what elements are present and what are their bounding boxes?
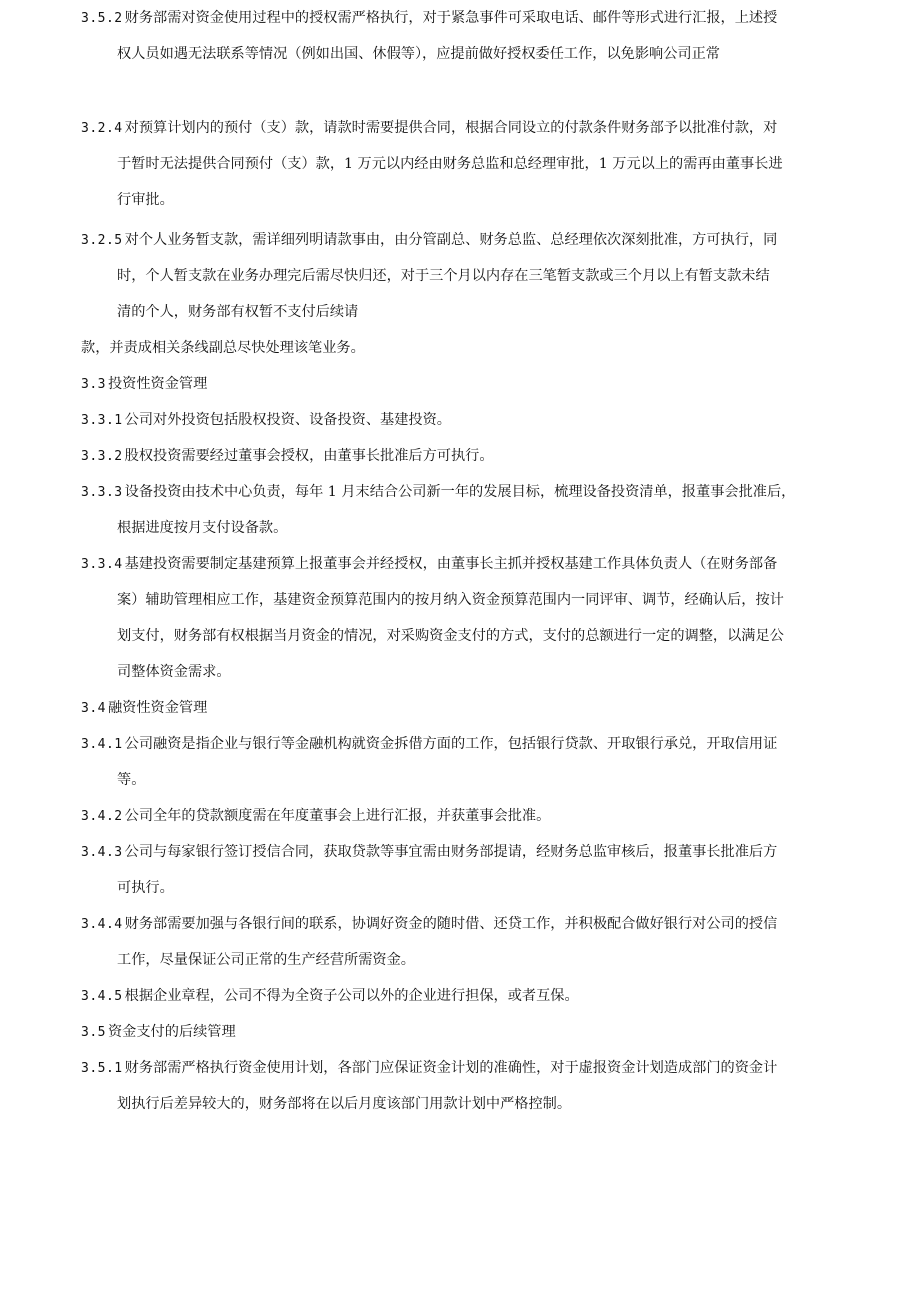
line-text: 融资性资金管理 bbox=[107, 700, 208, 716]
paragraph-line bbox=[81, 654, 841, 690]
section-number: 3.5.2 bbox=[81, 11, 123, 26]
line-text: 行审批。 bbox=[117, 192, 174, 208]
line-text: 案）辅助管理相应工作，基建资金预算范围内的按月纳入资金预算范围内一同评审、调节，经确认后，按计 bbox=[117, 592, 784, 608]
paragraph-line bbox=[81, 182, 841, 218]
line-text: 公司融资是指企业与银行等金融机构就资金拆借方面的工作，包括银行贷款、开取银行承兑，开取信用证 bbox=[124, 736, 778, 752]
paragraph bbox=[81, 726, 841, 798]
line-text: 公司与每家银行签订授信合同，获取贷款等事宜需由财务部提请，经财务总监审核后，报董事长批准后方 bbox=[124, 844, 778, 860]
paragraph-line bbox=[81, 402, 841, 438]
paragraph-line bbox=[81, 110, 841, 146]
line-text: 划支付，财务部有权根据当月资金的情况，对采购资金支付的方式，支付的总额进行一定的调整，以满足公 bbox=[117, 628, 784, 644]
paragraph bbox=[81, 222, 841, 330]
paragraph-line bbox=[81, 762, 841, 798]
section-number: 3.2.5 bbox=[81, 233, 123, 248]
line-text: 时，个人暂支款在业务办理完后需尽快归还，对于三个月以内存在三笔暂支款或三个月以上有暂支款未结 bbox=[117, 268, 770, 284]
paragraph bbox=[81, 1050, 841, 1122]
section-number: 3.3.1 bbox=[81, 413, 123, 428]
line-text: 划执行后差异较大的，财务部将在以后月度该部门用款计划中严格控制。 bbox=[117, 1096, 572, 1112]
section-number: 3.5 bbox=[81, 1025, 106, 1040]
paragraph bbox=[81, 690, 841, 726]
line-text: 对预算计划内的预付（支）款，请款时需要提供合同，根据合同设立的付款条件财务部予以批准付款，对 bbox=[124, 120, 778, 136]
line-text: 权人员如遇无法联系等情况（例如出国、休假等），应提前做好授权委任工作，以免影响公司正常 bbox=[117, 46, 720, 62]
paragraph-line bbox=[81, 1050, 841, 1086]
section-number: 3.4.2 bbox=[81, 809, 123, 824]
paragraph-line bbox=[81, 0, 841, 36]
line-text: 司整体资金需求。 bbox=[117, 664, 231, 680]
paragraph bbox=[81, 834, 841, 906]
paragraph bbox=[81, 1014, 841, 1050]
section-number: 3.4 bbox=[81, 701, 106, 716]
paragraph-line bbox=[81, 222, 841, 258]
line-text: 清的个人，财务部有权暂不支付后续请 bbox=[117, 304, 359, 320]
section-number: 3.4.3 bbox=[81, 845, 123, 860]
paragraph-line bbox=[81, 582, 841, 618]
paragraph-line bbox=[81, 438, 841, 474]
paragraph bbox=[81, 546, 841, 690]
section-number: 3.3.2 bbox=[81, 449, 123, 464]
line-text: 投资性资金管理 bbox=[107, 376, 208, 392]
paragraph-line bbox=[81, 258, 841, 294]
paragraph-line bbox=[81, 1086, 841, 1122]
paragraph bbox=[81, 0, 841, 72]
paragraph-line bbox=[81, 510, 841, 546]
line-text: 于暂时无法提供合同预付（支）款，1 万元以内经由财务总监和总经理审批，1 万元以上的需再由董事长进 bbox=[117, 156, 783, 172]
paragraph-line bbox=[81, 36, 841, 72]
line-text: 根据进度按月支付设备款。 bbox=[117, 520, 288, 536]
paragraph bbox=[81, 798, 841, 834]
paragraph bbox=[81, 402, 841, 438]
section-number: 3.2.4 bbox=[81, 121, 123, 136]
line-text: 根据企业章程，公司不得为全资子公司以外的企业进行担保，或者互保。 bbox=[124, 988, 579, 1004]
line-text: 资金支付的后续管理 bbox=[107, 1024, 236, 1040]
paragraph-line bbox=[81, 330, 841, 366]
paragraph-line bbox=[81, 834, 841, 870]
line-text: 股权投资需要经过董事会授权，由董事长批准后方可执行。 bbox=[124, 448, 494, 464]
paragraph-line bbox=[81, 942, 841, 978]
line-text: 公司对外投资包括股权投资、设备投资、基建投资。 bbox=[124, 412, 451, 428]
line-text: 设备投资由技术中心负责，每年 1 月末结合公司新一年的发展目标，梳理设备投资清单，报董事会批准后， bbox=[124, 484, 796, 500]
paragraph bbox=[81, 906, 841, 978]
paragraph-line bbox=[81, 366, 841, 402]
line-text: 款，并责成相关条线副总尽快处理该笔业务。 bbox=[81, 340, 365, 356]
paragraph bbox=[81, 330, 841, 366]
line-text: 等。 bbox=[117, 772, 146, 788]
paragraph bbox=[81, 474, 841, 546]
paragraph-line bbox=[81, 1014, 841, 1050]
line-text: 财务部需对资金使用过程中的授权需严格执行，对于紧急事件可采取电话、邮件等形式进行汇报，上述授 bbox=[124, 10, 778, 26]
line-text: 可执行。 bbox=[117, 880, 174, 896]
paragraph-line bbox=[81, 798, 841, 834]
line-text: 财务部需要加强与各银行间的联系，协调好资金的随时借、还贷工作，并积极配合做好银行对公司的授信 bbox=[124, 916, 778, 932]
paragraph-line bbox=[81, 870, 841, 906]
line-text: 对个人业务暂支款，需详细列明请款事由，由分管副总、财务总监、总经理依次深刻批准，方可执行，同 bbox=[124, 232, 778, 248]
section-number: 3.4.1 bbox=[81, 737, 123, 752]
section-number: 3.3.3 bbox=[81, 485, 123, 500]
paragraph-line bbox=[81, 146, 841, 182]
paragraph-line bbox=[81, 690, 841, 726]
paragraph-line bbox=[81, 978, 841, 1014]
paragraph-line bbox=[81, 474, 841, 510]
section-number: 3.4.5 bbox=[81, 989, 123, 1004]
paragraph bbox=[81, 978, 841, 1014]
line-text: 公司全年的贷款额度需在年度董事会上进行汇报，并获董事会批准。 bbox=[124, 808, 551, 824]
paragraph-line bbox=[81, 906, 841, 942]
paragraph bbox=[81, 110, 841, 218]
paragraph-line bbox=[81, 618, 841, 654]
line-text: 基建投资需要制定基建预算上报董事会并经授权，由董事长主抓并授权基建工作具体负责人（在财务部备 bbox=[124, 556, 778, 572]
section-number: 3.3.4 bbox=[81, 557, 123, 572]
line-text: 工作，尽量保证公司正常的生产经营所需资金。 bbox=[117, 952, 415, 968]
paragraph bbox=[81, 438, 841, 474]
section-number: 3.3 bbox=[81, 377, 106, 392]
paragraph-line bbox=[81, 546, 841, 582]
paragraph-line bbox=[81, 294, 841, 330]
paragraph-line bbox=[81, 726, 841, 762]
section-number: 3.5.1 bbox=[81, 1061, 123, 1076]
section-number: 3.4.4 bbox=[81, 917, 123, 932]
line-text: 财务部需严格执行资金使用计划，各部门应保证资金计划的准确性，对于虚报资金计划造成部门的资金计 bbox=[124, 1060, 778, 1076]
paragraph bbox=[81, 366, 841, 402]
